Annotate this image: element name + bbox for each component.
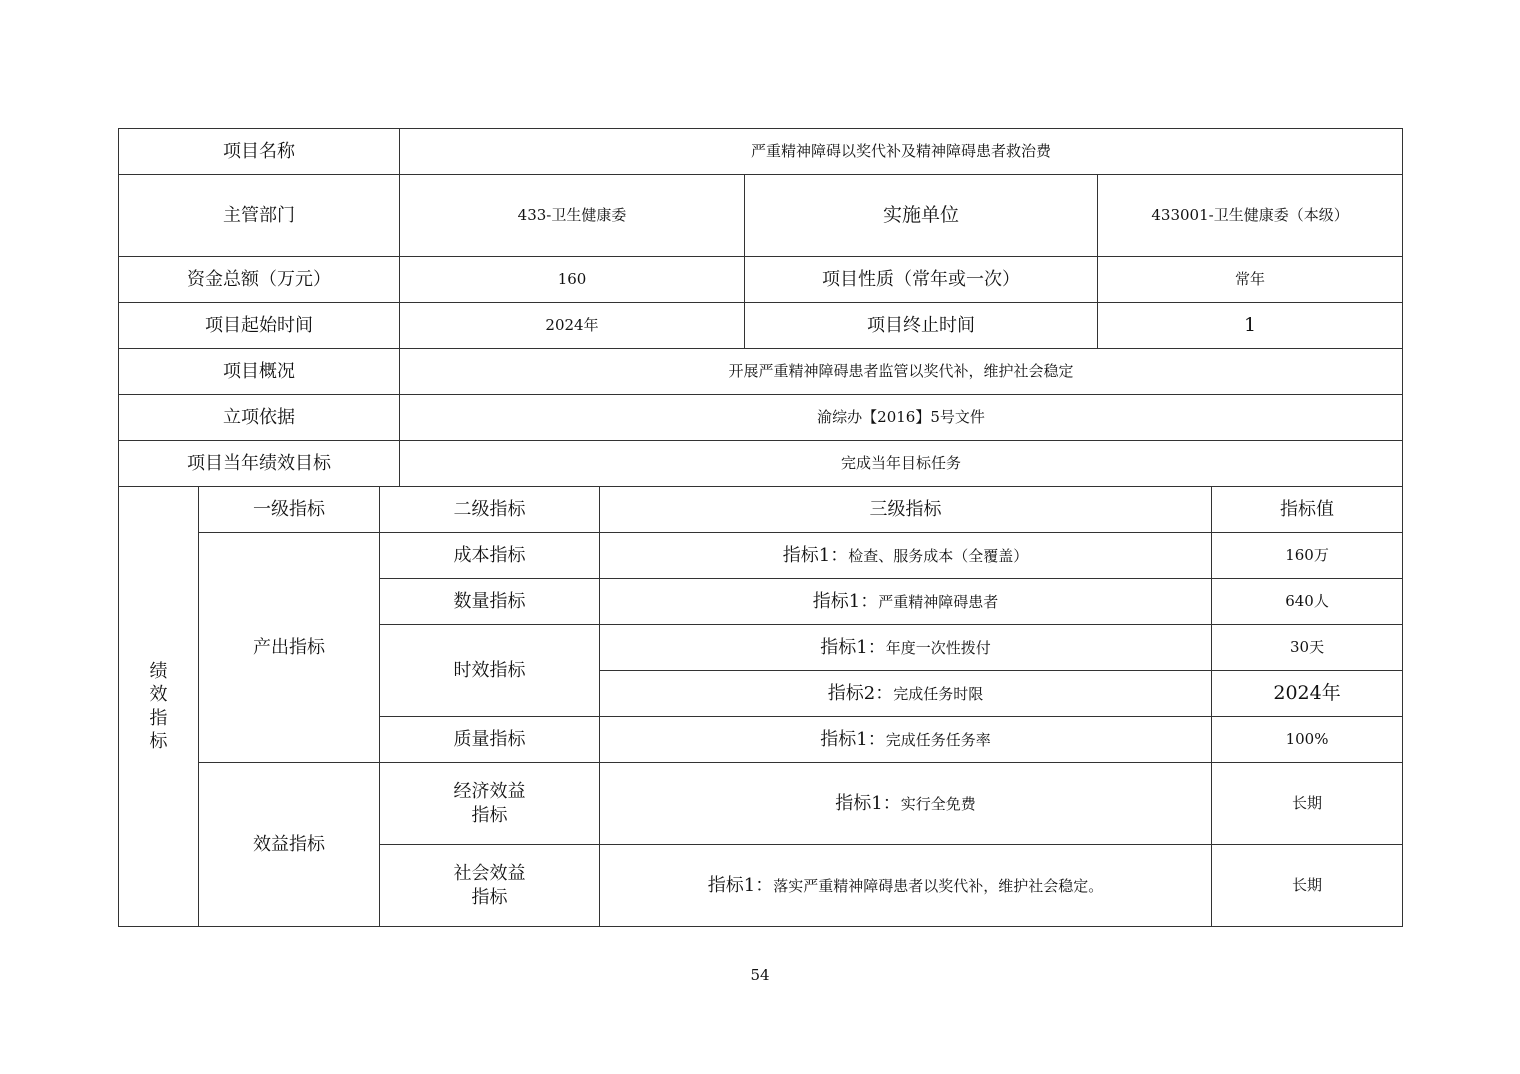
side-char: 效 <box>149 684 168 706</box>
indicator-value: 长期 <box>1212 845 1403 927</box>
output-indicator-label: 产出指标 <box>199 533 380 763</box>
level2-cell: 成本指标 <box>380 533 600 579</box>
level3-cell <box>600 763 1212 845</box>
table-row <box>119 763 1403 845</box>
level2-line: 指标 <box>471 886 508 908</box>
indicator-prefix: 指标1： <box>707 874 774 896</box>
indicator-value: 100% <box>1212 717 1403 763</box>
impl-label: 实施单位 <box>745 175 1098 257</box>
level3-cell <box>600 671 1212 717</box>
level3-cell <box>600 579 1212 625</box>
level3-cell <box>600 717 1212 763</box>
nature-value: 常年 <box>1098 257 1403 303</box>
level2-cell: 数量指标 <box>380 579 600 625</box>
goal-row <box>119 441 1403 487</box>
end-value: 1 <box>1098 303 1403 349</box>
level2-line: 社会效益 <box>453 863 526 885</box>
goal-label: 项目当年绩效目标 <box>119 441 400 487</box>
basis-row <box>119 395 1403 441</box>
level2-cell: 质量指标 <box>380 717 600 763</box>
indicator-text: 完成任务时限 <box>893 684 984 703</box>
start-value: 2024年 <box>400 303 745 349</box>
basis-label: 立项依据 <box>119 395 400 441</box>
page-number: 54 <box>750 966 770 984</box>
indicator-text: 严重精神障碍患者 <box>878 592 999 611</box>
department-row <box>119 175 1403 257</box>
funds-row <box>119 257 1403 303</box>
level2-header: 二级指标 <box>380 487 600 533</box>
level2-cell <box>380 845 600 927</box>
level3-cell <box>600 533 1212 579</box>
table-row <box>119 533 1403 579</box>
dept-value: 433-卫生健康委 <box>400 175 745 257</box>
performance-side-label <box>119 487 199 927</box>
value-header: 指标值 <box>1212 487 1403 533</box>
side-char: 指 <box>149 707 168 729</box>
overview-row <box>119 349 1403 395</box>
nature-label: 项目性质（常年或一次） <box>745 257 1098 303</box>
level2-cell: 时效指标 <box>380 625 600 717</box>
level3-cell <box>600 625 1212 671</box>
performance-table <box>118 128 1403 927</box>
indicator-prefix: 指标1： <box>820 636 886 658</box>
project-name-label: 项目名称 <box>119 129 400 175</box>
level2-line: 经济效益 <box>453 781 526 803</box>
indicator-prefix: 指标2： <box>827 682 894 704</box>
indicator-value: 30天 <box>1212 625 1403 671</box>
level2-line: 指标 <box>471 804 508 826</box>
start-label: 项目起始时间 <box>119 303 400 349</box>
indicator-text: 年度一次性拨付 <box>885 638 991 657</box>
benefit-indicator-label: 效益指标 <box>199 763 380 927</box>
level2-cell <box>380 763 600 845</box>
project-name-row <box>119 129 1403 175</box>
side-char: 标 <box>149 730 168 752</box>
indicator-value: 长期 <box>1212 763 1403 845</box>
basis-value: 渝综办【2016】5号文件 <box>400 395 1403 441</box>
indicator-value: 2024年 <box>1212 671 1403 717</box>
indicator-prefix: 指标1： <box>835 792 901 814</box>
project-name-value: 严重精神障碍以奖代补及精神障碍患者救治费 <box>400 129 1403 175</box>
impl-value: 433001-卫生健康委（本级） <box>1098 175 1403 257</box>
level1-header: 一级指标 <box>199 487 380 533</box>
time-row <box>119 303 1403 349</box>
funds-label: 资金总额（万元） <box>119 257 400 303</box>
funds-value: 160 <box>400 257 745 303</box>
goal-value: 完成当年目标任务 <box>400 441 1403 487</box>
indicator-prefix: 指标1： <box>782 544 849 566</box>
level3-header: 三级指标 <box>600 487 1212 533</box>
indicator-value: 640人 <box>1212 579 1403 625</box>
level3-cell <box>600 845 1212 927</box>
dept-label: 主管部门 <box>119 175 400 257</box>
overview-label: 项目概况 <box>119 349 400 395</box>
indicator-text: 检查、服务成本（全覆盖） <box>848 546 1029 565</box>
side-char: 绩 <box>149 660 168 682</box>
indicator-header-row <box>119 487 1403 533</box>
indicator-text: 实行全免费 <box>900 794 976 813</box>
indicator-text: 完成任务任务率 <box>885 730 991 749</box>
overview-value: 开展严重精神障碍患者监管以奖代补，维护社会稳定 <box>400 349 1403 395</box>
indicator-value: 160万 <box>1212 533 1403 579</box>
end-label: 项目终止时间 <box>745 303 1098 349</box>
indicator-text: 落实严重精神障碍患者以奖代补，维护社会稳定。 <box>773 876 1104 895</box>
indicator-prefix: 指标1： <box>812 590 879 612</box>
indicator-prefix: 指标1： <box>820 728 886 750</box>
